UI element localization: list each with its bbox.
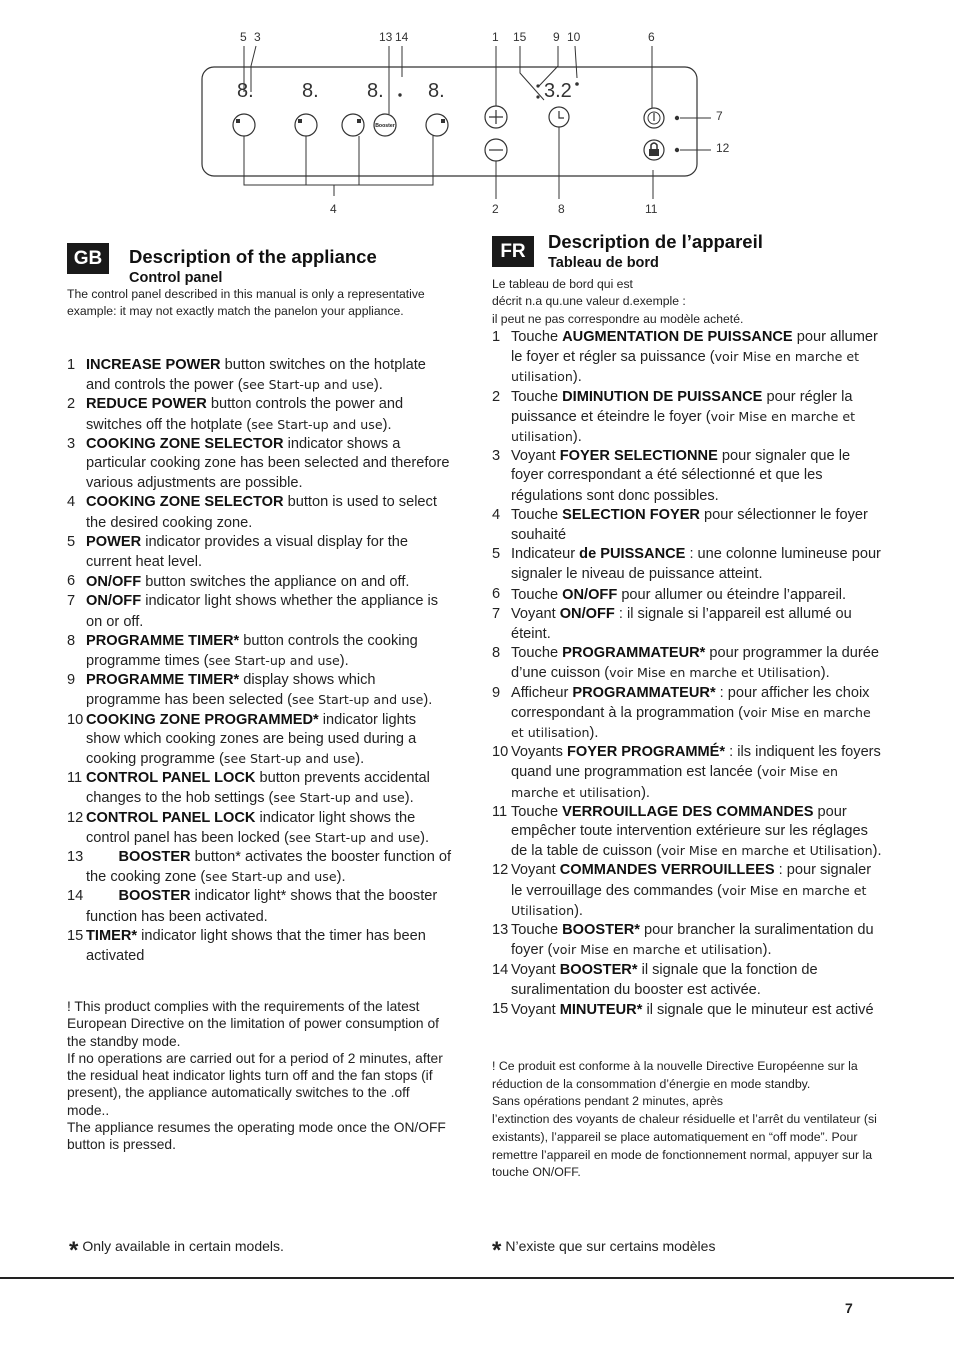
language-badge-gb: GB [67,243,109,274]
item-post: ). [373,377,383,394]
list-item [67,493,452,532]
item-bold: ON/OFF [86,593,142,610]
item-bold: MINUTEUR* [559,1001,643,1018]
item-bold: AUGMENTATION DE PUISSANCE [562,329,793,345]
callout-2: 2 [492,202,499,216]
item-num: 4 [492,506,501,523]
item-num: 1 [67,357,76,373]
list-item [67,395,452,434]
list-item [67,927,452,966]
programmed-zone-dot [575,82,579,86]
item-num: 9 [492,684,501,701]
item-num: 4 [67,494,76,511]
item-post: ). [382,416,392,433]
item-pre: Indicateur [511,546,580,563]
intro-text-fr: Le tableau de bord qui est décrit n.a qu.une valeur d.exemple : il peut ne pas correspondre au modèle acheté. [492,277,744,326]
item-bold: REDUCE POWER [86,396,207,413]
item-ref: voir Mise en marche et Utilisation [661,843,873,859]
item-text: indicator provides a visual display for the current heat level. [86,533,409,571]
item-num: 1 [492,329,501,345]
item-bold: COOKING ZONE SELECTOR [86,494,284,511]
item-text: : il signale si l’appareil est allumé ou éteint. [511,605,852,643]
callout-12: 12 [716,141,730,155]
item-ref: voir Mise en marche et Utilisation [609,665,821,681]
section-subtitle-gb: Control panel [129,270,223,286]
footnote-text-gb: Only available in certain models. [82,1238,284,1254]
item-list-fr [492,328,882,1020]
zone-selected-indicator-3 [357,119,361,123]
item-bold: BOOSTER* [562,922,640,939]
item-num: 5 [67,533,76,550]
item-ref: voir Mise en marche et utilisation [511,408,856,445]
item-text: indicator shows a particular cooking zone has been selected and therefore various adjustments are possible. [86,435,450,492]
zone-selector-button-3 [342,114,364,136]
power-display-1: 8. [237,80,254,102]
item-text: button prevents accidental changes to the hob settings ( [86,770,430,807]
item-num: 6 [67,573,76,590]
item-pre: Voyant [511,1001,560,1018]
item-text: pour sélectionner le foyer souhaité [511,506,868,544]
item-ref: voir Mise en marche et utilisation [552,942,763,958]
item-pre [86,888,118,904]
item-num: 13 [67,849,84,866]
power-display-4: 8. [428,80,445,102]
item-num: 11 [492,803,508,820]
footnote-fr [492,1237,715,1265]
item-bold: PROGRAMMATEUR* [572,684,716,701]
item-text: il signale que la fonction de suralimentation du booster est activée. [511,961,818,998]
item-num: 12 [492,862,509,879]
item-post: ). [423,692,433,709]
item-pre: Touche [511,645,563,662]
item-list-gb [67,356,452,966]
item-text: indicator lights show which cooking zones are being used during a cooking programme ( [86,711,417,768]
item-pre [86,849,118,865]
callout-7: 7 [716,109,723,123]
list-item [67,809,452,848]
item-num: 3 [492,448,501,465]
list-item [67,592,452,631]
item-bold: PROGRAMMATEUR* [562,645,706,662]
item-post: ). [355,751,365,768]
callout-6: 6 [648,30,655,44]
item-ref: see Start-up and use [292,692,424,708]
item-text: pour empêcher toute intervention extérieure sur les réglages de la table de cuisson ( [511,803,868,860]
item-bold: de PUISSANCE [579,546,686,563]
zone-selected-indicator-1 [236,119,240,123]
lock-icon-shackle [651,143,657,149]
control-panel-diagram [0,0,954,230]
item-bold: VERROUILLAGE DES COMMANDES [562,803,814,820]
intro-text-gb: The control panel described in this manual is only a representative example: it may not exactly match the panelon your appliance. [67,287,425,319]
item-num: 10 [492,744,509,761]
list-item [492,605,882,644]
control-panel-outline [202,67,697,176]
zone-selector-button-4 [426,114,448,136]
item-text: indicator light shows the control panel has been locked ( [86,809,416,846]
callout-5: 5 [240,30,247,44]
item-bold: BOOSTER [118,849,191,866]
item-ref: see Start-up and use [242,377,374,393]
zone-selected-indicator-4 [441,119,445,123]
item-num: 2 [492,388,501,405]
item-ref: voir Mise en marche et utilisation [511,764,838,800]
item-pre: Voyant [511,605,560,622]
footnote-star-fr: * [492,1237,502,1264]
list-item [492,961,882,1000]
item-num: 12 [67,809,84,826]
item-text: button* activates the booster function of the cooking zone ( [86,849,452,886]
list-item [492,328,882,388]
timer-display: 3.2 [544,80,572,102]
list-item [67,887,452,926]
item-ref: see Start-up and use [208,653,340,669]
item-num: 15 [67,927,84,944]
item-bold: CONTROL PANEL LOCK [86,770,256,787]
item-post: ). [572,429,582,446]
on-off-indicator [675,116,679,120]
list-item [492,1000,882,1020]
item-pre: Voyant [511,448,560,465]
item-ref: see Start-up and use [251,416,383,432]
item-text: indicator light* shows that the booster function has been activated. [86,888,438,925]
item-text: indicator light shows whether the appliance is on or off. [86,593,439,630]
item-ref: see Start-up and use [288,829,421,845]
item-pre: Touche [511,586,563,603]
item-text: pour programmer la durée d’une cuisson ( [511,645,879,682]
list-item [67,711,452,770]
standby-note-gb: ! This product complies with the requirements of the latest European Directive on the limitation of power consumption of the standby mode. If no operations are carried out for a period of 2 minutes, after the residual heat indicator lights turn off and the fan stops (if present), the appliance automatically switches to the .off mode.. The appliance resumes the operating mode once the ON/OFF button is pressed. [67,999,446,1153]
item-text: : ils indiquent les foyers quand une programmation est lancée ( [511,744,881,781]
item-num: 14 [492,961,509,978]
section-title-fr: Description de l’appareil [548,231,763,252]
item-bold: COMMANDES VERROUILLEES [559,862,775,879]
callout-4: 4 [330,202,337,216]
zone-selector-button-1 [233,114,255,136]
item-bold: PROGRAMME TIMER* [86,672,240,689]
item-num: 15 [492,1000,509,1017]
list-item [67,572,452,592]
list-item [67,632,452,671]
callout-8: 8 [558,202,565,216]
item-post: ). [762,942,772,959]
item-bold: INCREASE POWER [86,357,221,373]
footnote-star-gb: * [69,1237,79,1264]
list-item [67,356,452,395]
item-text: il signale que le minuteur est activé [642,1001,874,1018]
item-post: ). [572,369,582,386]
timer-indicator-dot-2 [536,95,539,98]
item-bold: COOKING ZONE PROGRAMMED* [86,711,319,728]
item-post: ). [872,843,882,860]
list-item [492,506,882,545]
list-item [492,644,882,683]
callout-13: 13 [379,30,393,44]
item-pre: Touche [511,506,563,523]
item-post: ). [336,869,346,886]
item-pre: Touche [511,388,563,405]
page-number: 7 [845,1300,853,1316]
item-num: 7 [492,605,501,622]
item-text: button controls the cooking programme times ( [86,632,418,670]
zone-selected-indicator-2 [298,119,302,123]
section-heading-gb [129,246,377,287]
item-pre: Touche [511,329,563,345]
item-text: : une colonne lumineuse pour signaler le niveau de puissance atteint. [511,546,881,583]
item-post: ). [820,665,830,682]
item-ref: see Start-up and use [205,869,337,885]
list-item [67,435,452,494]
list-item [67,769,452,808]
item-text: indicator light shows that the timer has been activated [86,927,426,965]
item-text: display shows which programme has been selected ( [86,672,376,709]
item-pre: Voyant [511,862,560,879]
item-pre: Voyant [511,961,560,978]
clock-icon [559,111,564,118]
section-heading-fr [548,231,763,272]
power-display-2: 8. [302,80,319,102]
item-text: pour allumer le foyer et régler sa puissance ( [511,329,878,366]
item-num: 10 [67,711,84,728]
callout-1: 1 [492,30,499,44]
item-ref: see Start-up and use [273,790,405,806]
item-num: 13 [492,922,509,939]
list-item [492,743,882,803]
list-item [492,447,882,506]
item-num: 5 [492,546,501,563]
item-bold: FOYER SELECTIONNE [559,448,718,465]
item-ref: voir Mise en marche et Utilisation [511,882,867,918]
item-bold: SELECTION FOYER [562,506,700,523]
item-text: : pour afficher les choix correspondant à la programmation ( [511,684,870,721]
list-item [67,848,452,887]
lock-indicator [675,148,679,152]
item-bold: ON/OFF [559,605,615,622]
item-text: pour régler la puissance et éteindre le foyer ( [511,388,853,425]
callout-14: 14 [395,30,409,44]
item-ref: voir Mise en marche et utilisation [511,349,860,385]
language-badge-fr: FR [492,236,534,267]
section-title-gb: Description of the appliance [129,246,377,267]
callout-11: 11 [645,202,658,216]
callout-15: 15 [513,30,527,44]
item-bold: DIMINUTION DE PUISSANCE [562,388,763,405]
item-num: 3 [67,435,76,452]
item-post: ). [641,784,650,801]
item-num: 9 [67,672,76,689]
item-pre: Voyants [511,744,567,761]
item-text: pour signaler que le foyer correspondant a été sélectionné et que les régulations sont donc possibles. [511,448,851,504]
item-bold: COOKING ZONE SELECTOR [86,435,284,452]
zone-selector-button-2 [295,114,317,136]
standby-note-fr: ! Ce produit est conforme à la nouvelle Directive Européenne sur la réduction de la consommation d’énergie en mode standby. Sans opérations pendant 2 minutes, après l’extinction des voyants de chaleur résiduelle et l’arrêt du ventilateur (si existants), l’appareil se place automatiquement en “off mode”. Pour remettre l’appareil en mode de fonctionnement normal, appuyer sur la touche ON/OFF. [492,1059,877,1180]
item-bold: ON/OFF [562,586,618,603]
item-text: button switches on the hotplate and controls the power ( [86,357,426,394]
power-display-3: 8. [367,80,384,102]
callout-9: 9 [553,30,560,44]
item-ref: see Start-up and use [223,751,356,767]
item-pre: Touche [511,922,563,939]
item-pre: Touche [511,803,563,820]
list-item [492,585,882,605]
item-num: 14 [67,888,84,905]
footnote-text-fr: N’existe que sur certains modèles [505,1238,716,1254]
item-num: 8 [492,645,501,662]
item-bold: BOOSTER [118,888,191,905]
bottom-rule [0,1277,954,1279]
list-item [67,671,452,710]
item-text: button switches the appliance on and off. [141,574,410,591]
callout-3: 3 [254,30,261,44]
item-bold: PROGRAMME TIMER* [86,632,240,649]
item-num: 6 [492,585,501,602]
item-bold: BOOSTER* [559,961,638,978]
item-bold: TIMER* [86,927,138,944]
item-post: ). [420,829,430,846]
item-pre: Afficheur [511,684,573,701]
item-bold: ON/OFF [86,574,142,591]
item-num: 11 [67,770,83,787]
item-bold: FOYER PROGRAMMÉ* [566,744,726,761]
item-ref: voir Mise en marche et utilisation [511,704,871,741]
list-item [492,545,882,584]
item-num: 8 [67,632,76,649]
list-item [67,533,452,572]
item-text: button controls the power and switches off the hotplate ( [86,396,404,433]
item-text: : pour signaler le verrouillage des commandes ( [511,862,872,899]
list-item [492,861,882,921]
footnote-gb [69,1237,284,1265]
item-text: pour brancher la suralimentation du foyer ( [511,922,874,959]
list-item [492,803,882,862]
lock-icon [649,149,659,156]
booster-button-label: Booster [375,123,395,129]
item-num: 2 [67,396,76,413]
item-num: 7 [67,593,76,610]
item-text: pour allumer ou éteindre l’appareil. [617,586,847,603]
item-bold: CONTROL PANEL LOCK [86,809,256,826]
list-item [492,388,882,448]
item-post: ). [404,790,414,807]
plus-icon [489,110,503,124]
callout-10: 10 [567,30,581,44]
section-subtitle-fr: Tableau de bord [548,255,659,271]
booster-indicator-dot [398,93,401,96]
item-post: ). [574,902,583,919]
item-post: ). [339,653,349,670]
list-item [492,684,882,744]
item-bold: POWER [86,533,142,550]
item-post: ). [589,725,599,742]
list-item [492,921,882,960]
item-text: button is used to select the desired cooking zone. [86,494,437,531]
